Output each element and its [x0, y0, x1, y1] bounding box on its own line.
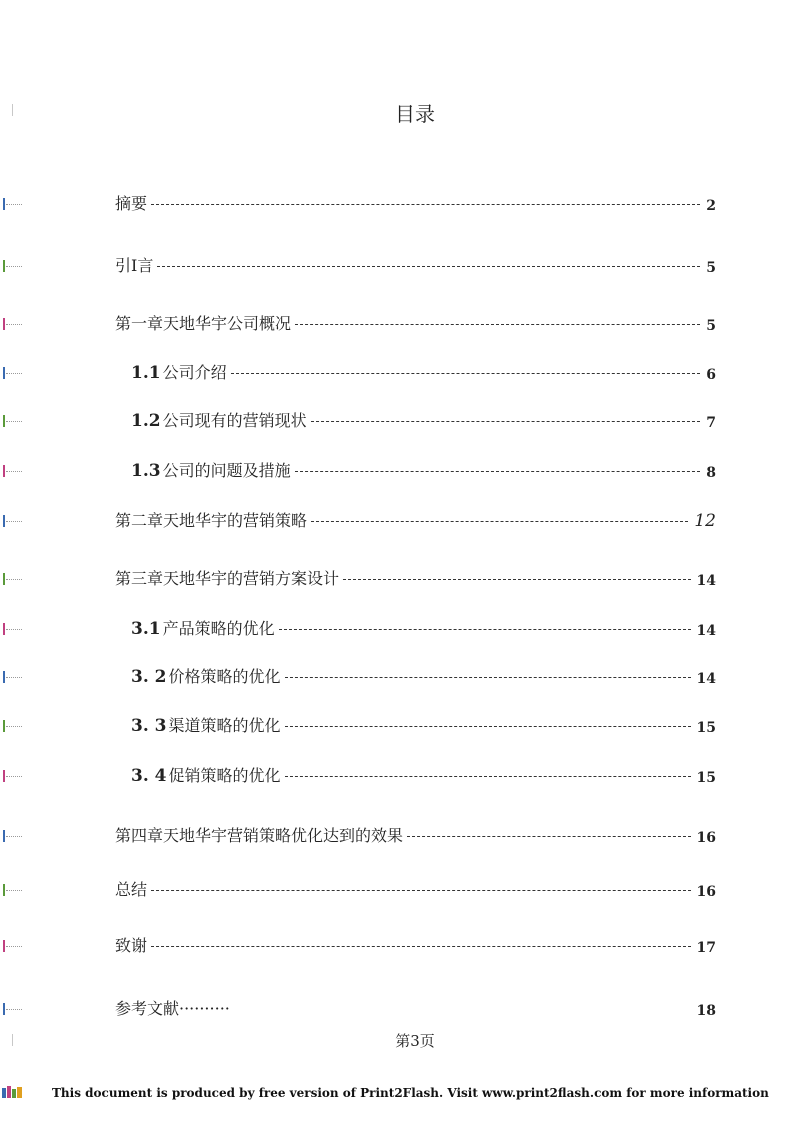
toc-entry-label: 渠道策略的优化 — [168, 716, 281, 735]
toc-entry[interactable] — [115, 565, 716, 589]
margin-marker-icon — [3, 720, 23, 734]
toc-entry-label: 公司的问题及措施 — [162, 461, 291, 480]
toc-entry[interactable] — [115, 876, 716, 900]
toc-entry-number: 1.1 — [131, 363, 161, 383]
toc-entry-number: 1.3 — [131, 461, 161, 481]
toc-leader-line — [279, 629, 691, 630]
toc-entry-page: 18 — [696, 1003, 716, 1019]
toc-leader-line — [151, 890, 691, 891]
margin-marker-icon — [3, 573, 23, 587]
toc-entry[interactable] — [115, 190, 716, 214]
toc-entry[interactable] — [115, 507, 716, 531]
margin-tick — [12, 104, 13, 116]
toc-entry[interactable] — [115, 995, 716, 1019]
toc-entry-page: 2 — [706, 198, 716, 214]
toc-entry[interactable] — [115, 310, 716, 334]
toc-entry[interactable] — [131, 663, 716, 687]
toc-entry-page: 16 — [696, 830, 716, 846]
toc-leader-line — [151, 204, 700, 205]
margin-marker-icon — [3, 830, 23, 844]
margin-marker-icon — [3, 1003, 23, 1017]
toc-entry[interactable] — [131, 615, 716, 639]
margin-marker-icon — [3, 940, 23, 954]
toc-entry-page: 5 — [706, 260, 716, 276]
toc-entry-number: 1.2 — [131, 411, 161, 431]
toc-entry-page: 14 — [696, 671, 716, 687]
toc-entry-label: 促销策略的优化 — [168, 766, 281, 785]
toc-entry[interactable] — [115, 822, 716, 846]
toc-entry-page: 15 — [696, 770, 716, 786]
toc-leader-line — [343, 579, 691, 580]
toc-entry-label: 引I言 — [115, 256, 154, 275]
toc-entry-number: 3. 2 — [131, 667, 167, 687]
toc-entry-number: 3. 3 — [131, 716, 167, 736]
toc-entry-page: 6 — [706, 367, 716, 383]
toc-entry-label: 公司现有的营销现状 — [162, 411, 307, 430]
toc-leader-line — [231, 373, 701, 374]
margin-marker-icon — [3, 884, 23, 898]
toc-entry-page: 15 — [696, 720, 716, 736]
margin-marker-icon — [3, 770, 23, 784]
toc-entry-label: 第二章天地华宇的营销策略 — [115, 511, 308, 530]
margin-marker-icon — [3, 415, 23, 429]
margin-marker-icon — [3, 671, 23, 685]
toc-leader-line — [407, 836, 691, 837]
toc-entry-page: 17 — [696, 940, 716, 956]
toc-leader-line — [295, 324, 700, 325]
toc-entry-label: 参考文献·········· — [115, 999, 230, 1018]
toc-entry[interactable] — [131, 359, 716, 383]
toc-entry-number: 3. 4 — [131, 766, 167, 786]
print2flash-logo-icon — [2, 1084, 24, 1100]
toc-leader-line — [151, 946, 691, 947]
toc-entry-label: 第一章天地华宇公司概况 — [115, 314, 292, 333]
toc-entry-label: 产品策略的优化 — [162, 619, 275, 638]
page-title: 目录 — [395, 102, 435, 126]
toc-entry[interactable] — [131, 457, 716, 481]
toc-entry[interactable] — [131, 762, 716, 786]
toc-leader-line — [285, 776, 691, 777]
toc-leader-line — [311, 521, 688, 522]
toc-entry-label: 公司介绍 — [162, 363, 227, 382]
toc-entry-page: 12 — [694, 511, 716, 531]
toc-leader-line — [295, 471, 701, 472]
toc-entry-page: 16 — [696, 884, 716, 900]
toc-entry-label: 致谢 — [115, 936, 148, 955]
toc-entry-page: 7 — [706, 415, 716, 431]
toc-entry-label: 价格策略的优化 — [168, 667, 281, 686]
margin-marker-icon — [3, 515, 23, 529]
margin-marker-icon — [3, 623, 23, 637]
toc-entry[interactable] — [115, 932, 716, 956]
toc-leader-line — [285, 726, 691, 727]
toc-leader-line — [157, 266, 700, 267]
toc-entry-label: 总结 — [115, 880, 148, 899]
toc-entry-page: 14 — [696, 573, 716, 589]
toc-entry[interactable] — [115, 252, 716, 276]
margin-marker-icon — [3, 318, 23, 332]
margin-marker-icon — [3, 367, 23, 381]
margin-marker-icon — [3, 465, 23, 479]
toc-leader-line — [285, 677, 691, 678]
toc-entry-label: 摘要 — [115, 194, 148, 213]
toc-entry[interactable] — [131, 712, 716, 736]
toc-entry-label: 第三章天地华宇的营销方案设计 — [115, 569, 340, 588]
toc-entry-number: 3.1 — [131, 619, 161, 639]
toc-entry-label: 第四章天地华宇营销策略优化达到的效果 — [115, 826, 404, 845]
toc-entry-page: 14 — [696, 623, 716, 639]
toc-entry-page: 5 — [706, 318, 716, 334]
toc-leader-line — [311, 421, 701, 422]
print2flash-notice: This document is produced by free version of Print2Flash. Visit www.print2flash.com for more information — [52, 1086, 769, 1100]
margin-marker-icon — [3, 198, 23, 212]
margin-marker-icon — [3, 260, 23, 274]
page-number: 第3页 — [395, 1032, 435, 1050]
toc-entry-page: 8 — [706, 465, 716, 481]
toc-entry[interactable] — [131, 407, 716, 431]
